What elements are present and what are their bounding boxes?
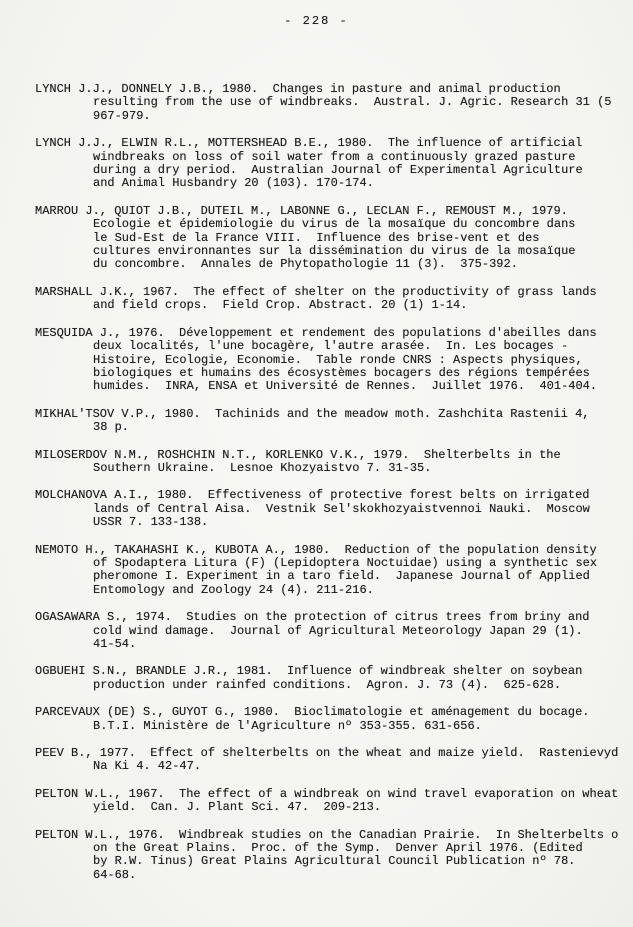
reference-entry: [35, 747, 627, 774]
reference-line: Ecologie et épidemiologie du virus de la mosaïque du concombre dans: [93, 217, 576, 232]
reference-entry: [35, 665, 627, 692]
reference-line: resulting from the use of windbreaks. Austral. J. Agric. Research 31 (5: [93, 95, 612, 110]
reference-line: Histoire, Ecologie, Economie. Table ronde CNRS : Aspects physiques,: [93, 352, 583, 367]
reference-line: OGBUEHI S.N., BRANDLE J.R., 1981. Influence of windbreak shelter on soybean: [35, 664, 583, 679]
reference-entry: [35, 408, 627, 435]
reference-line: 38 p.: [93, 420, 130, 435]
reference-line: MARSHALL J.K., 1967. The effect of shelter on the productivity of grass lands: [35, 284, 597, 299]
reference-line: USSR 7. 133-138.: [93, 515, 209, 530]
reference-line: 967-979.: [93, 108, 151, 123]
reference-line: on the Great Plains. Proc. of the Symp. Denver April 1976. (Edited: [93, 841, 583, 856]
reference-line: by R.W. Tinus) Great Plains Agricultural Council Publication nº 78.: [93, 854, 576, 869]
reference-line: windbreaks on loss of soil water from a continuously grazed pasture: [93, 149, 576, 164]
reference-line: yield. Can. J. Plant Sci. 47. 209-213.: [93, 800, 382, 815]
reference-line: PELTON W.L., 1976. Windbreak studies on the Canadian Prairie. In Shelterbelts o: [35, 827, 619, 842]
reference-line: Na Ki 4. 42-47.: [93, 759, 202, 774]
reference-line: MILOSERDOV N.M., ROSHCHIN N.T., KORLENKO V.K., 1979. Shelterbelts in the: [35, 447, 561, 462]
reference-line: lands of Central Aisa. Vestnik Sel'skokhozyaistvennoi Nauki. Moscow: [93, 501, 590, 516]
reference-line: LYNCH J.J., DONNELY J.B., 1980. Changes in pasture and animal production: [35, 82, 561, 96]
reference-line: PEEV B., 1977. Effect of shelterbelts on the wheat and maize yield. Rastenievyd: [35, 746, 619, 761]
reference-entry: [35, 205, 627, 272]
reference-entry: [35, 286, 627, 313]
reference-entry: [35, 706, 627, 733]
reference-entry: [35, 327, 627, 394]
reference-line: biologiques et humains des écosystèmes bocagers des régions tempérées: [93, 365, 590, 380]
reference-line: deux localités, l'une bocagère, l'autre arasée. In. Les bocages -: [93, 339, 569, 354]
reference-entry: [35, 788, 627, 815]
reference-line: Southern Ukraine. Lesnoe Khozyaistvo 7. 31-35.: [93, 460, 432, 475]
reference-line: MIKHAL'TSOV V.P., 1980. Tachinids and the meadow moth. Zashchita Rastenii 4,: [35, 406, 590, 421]
reference-line: pheromone I. Experiment in a taro field. Japanese Journal of Applied: [93, 569, 590, 584]
reference-line: during a dry period. Australian Journal of Experimental Agriculture: [93, 163, 583, 178]
reference-line: le Sud-Est de la France VIII. Influence des brise-vent et des: [93, 230, 540, 245]
references-list: [35, 83, 627, 896]
reference-entry: [35, 829, 627, 883]
reference-line: MOLCHANOVA A.I., 1980. Effectiveness of protective forest belts on irrigated: [35, 488, 590, 503]
reference-line: PELTON W.L., 1967. The effect of a windbreak on wind travel evaporation on wheat: [35, 786, 619, 801]
reference-line: PARCEVAUX (DE) S., GUYOT G., 1980. Bioclimatologie et aménagement du bocage.: [35, 705, 590, 720]
reference-entry: [35, 611, 627, 651]
reference-line: MESQUIDA J., 1976. Développement et rendement des populations d'abeilles dans: [35, 325, 597, 340]
reference-entry: [35, 83, 627, 123]
reference-line: MARROU J., QUIOT J.B., DUTEIL M., LABONNE G., LECLAN F., REMOUST M., 1979.: [35, 203, 568, 218]
reference-entry: [35, 137, 627, 191]
reference-entry: [35, 449, 627, 476]
reference-line: cold wind damage. Journal of Agricultural Meteorology Japan 29 (1).: [93, 623, 583, 638]
reference-line: humides. INRA, ENSA et Université de Rennes. Juillet 1976. 401-404.: [93, 379, 598, 394]
reference-line: 41-54.: [93, 637, 137, 651]
reference-line: cultures environnantes sur la dissémination du virus de la mosaïque: [93, 244, 576, 259]
reference-line: and field crops. Field Crop. Abstract. 20 (1) 1-14.: [93, 298, 468, 313]
reference-line: Entomology and Zoology 24 (4). 211-216.: [93, 582, 374, 597]
reference-line: B.T.I. Ministère de l'Agriculture nº 353-355. 631-656.: [93, 718, 482, 733]
reference-entry: [35, 544, 627, 598]
reference-line: and Animal Husbandry 20 (103). 170-174.: [93, 176, 374, 191]
reference-line: of Spodaptera Litura (F) (Lepidoptera Noctuidae) using a synthetic sex: [93, 555, 598, 570]
reference-line: du concombre. Annales de Phytopathologie 11 (3). 375-392.: [93, 257, 518, 272]
reference-line: LYNCH J.J., ELWIN R.L., MOTTERSHEAD B.E., 1980. The influence of artificial: [35, 136, 583, 151]
page-number: - 228 -: [284, 14, 349, 28]
reference-line: 64-68.: [93, 867, 137, 882]
reference-line: OGASAWARA S., 1974. Studies on the protection of citrus trees from briny and: [35, 610, 590, 625]
reference-entry: [35, 489, 627, 529]
reference-line: NEMOTO H., TAKAHASHI K., KUBOTA A., 1980. Reduction of the population density: [35, 542, 597, 557]
reference-line: production under rainfed conditions. Agron. J. 73 (4). 625-628.: [93, 677, 562, 692]
